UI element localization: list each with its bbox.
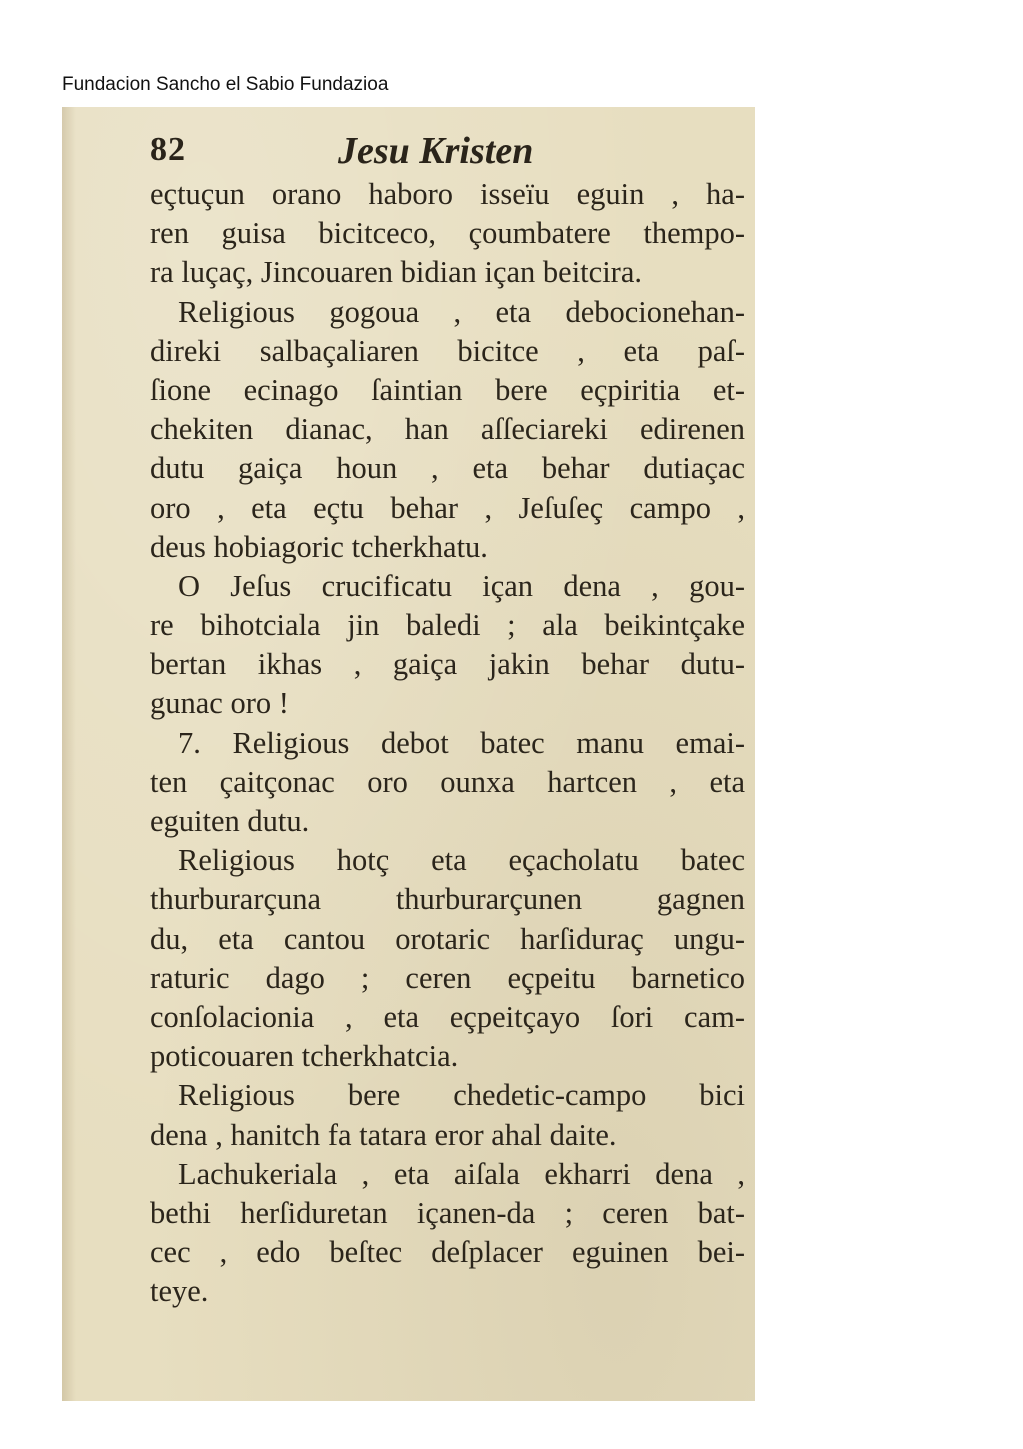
running-title: Jesu Kristen (338, 130, 534, 172)
text-line: bertan ikhas , gaiça jakin behar dutu- (150, 647, 745, 682)
text-line: dena , hanitch fa tatara eror ahal daite. (150, 1117, 617, 1152)
text-line: ſione ecinago ſaintian bere eçpiritia et- (150, 372, 745, 407)
text-line: O Jeſus crucificatu içan dena , gou- (178, 568, 745, 603)
text-line: deus hobiagoric tcherkhatu. (150, 529, 488, 564)
text-line: direki salbaçaliaren bicitce , eta paſ- (150, 333, 745, 368)
text-line: cec , edo beſtec deſplacer eguinen bei- (150, 1235, 745, 1270)
text-line: eçtuçun orano haboro isseïu eguin , ha- (150, 177, 745, 211)
text-line: Lachukeriala , eta aiſala ekharri dena , (178, 1156, 745, 1191)
text-line: thurburarçuna thurburarçunen gagnen (150, 882, 745, 917)
text-line: bethi herſiduretan içanen-da ; ceren bat- (150, 1195, 745, 1230)
text-line: Religious gogoua , eta debocionehan- (178, 294, 745, 329)
text-line: raturic dago ; ceren eçpeitu barnetico (150, 960, 745, 995)
text-line: eguiten dutu. (150, 804, 310, 838)
text-line: ren guisa bicitceco, çoumbatere thempo- (150, 216, 745, 251)
text-line: ra luçaç, Jincouaren bidian içan beitcira. (150, 255, 642, 290)
text-line: Religious bere chedetic-campo bici (178, 1078, 745, 1113)
text-line: gunac oro ! (150, 686, 289, 721)
text-line: du, eta cantou orotaric harſiduraç ungu- (150, 921, 745, 956)
running-head (150, 129, 710, 177)
text-line: chekiten dianac, han aſſeciareki edirenen (150, 412, 745, 447)
archive-watermark-header: Fundacion Sancho el Sabio Fundazioa (62, 74, 389, 95)
text-line: ten çaitçonac oro ounxa hartcen , eta (150, 764, 745, 799)
page-number: 82 (150, 131, 186, 168)
text-line: dutu gaiça houn , eta behar dutiaçac (150, 451, 745, 486)
text-line: oro , eta eçtu behar , Jeſuſeç campo , (150, 490, 745, 525)
scanned-page (62, 107, 755, 1401)
text-line: 7. Religious debot batec manu emai- (178, 725, 745, 760)
text-line: re bihotciala jin baledi ; ala beikintçake (150, 608, 745, 643)
body-text (150, 175, 745, 1311)
text-line: Religious hotç eta eçacholatu batec (178, 843, 745, 878)
text-line: poticouaren tcherkhatcia. (150, 1039, 459, 1074)
text-line: teye. (150, 1274, 209, 1309)
text-line: conſolacionia , eta eçpeitçayo ſori cam- (150, 999, 745, 1034)
